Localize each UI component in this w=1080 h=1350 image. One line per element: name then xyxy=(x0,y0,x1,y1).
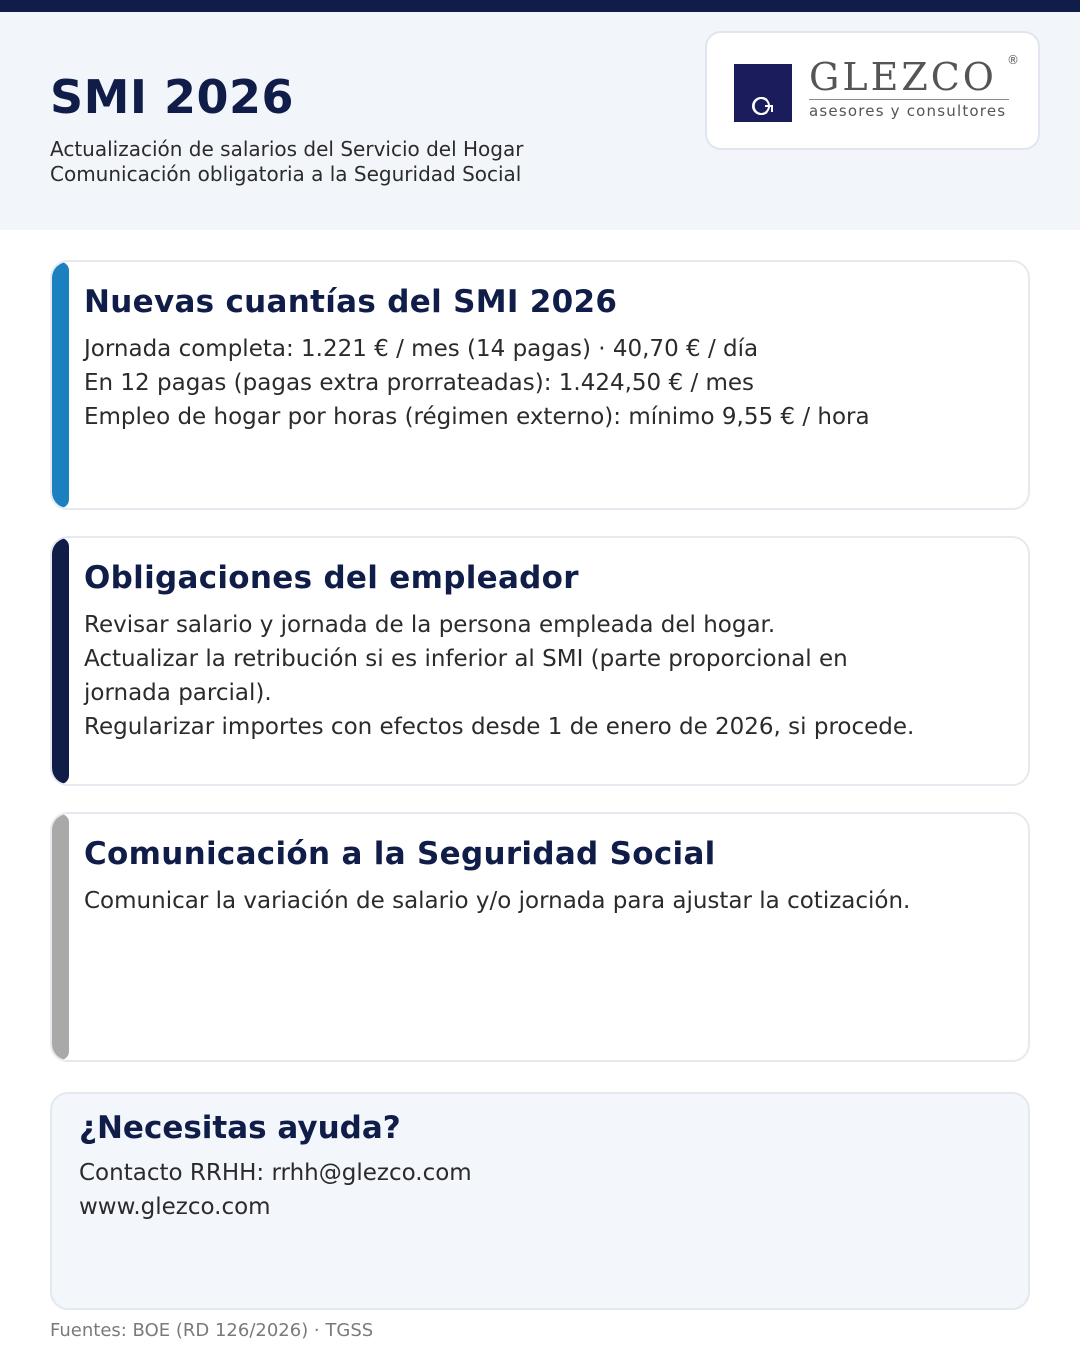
card-line: En 12 pagas (pagas extra prorrateadas): 1.424,50 € / mes xyxy=(84,370,755,396)
card-accent-bar xyxy=(52,538,69,784)
card-line: Empleo de hogar por horas (régimen externo): mínimo 9,55 € / hora xyxy=(84,404,870,430)
card-body xyxy=(84,608,1014,744)
card-body xyxy=(84,332,1014,434)
help-title: ¿Necesitas ayuda? xyxy=(79,1110,401,1146)
logo-brand-text: GLEZCO xyxy=(809,55,997,99)
glezco-monogram-icon xyxy=(734,64,792,122)
card-accent-bar xyxy=(52,262,69,508)
card-line: Comunicar la variación de salario y/o jornada para ajustar la cotización. xyxy=(84,888,911,914)
sources-footer: Fuentes: BOE (RD 126/2026) · TGSS xyxy=(50,1320,374,1341)
registered-mark: ® xyxy=(1007,53,1019,67)
logo-divider xyxy=(809,99,1009,100)
logo-tagline: asesores y consultores xyxy=(809,102,1007,120)
card-accent-bar xyxy=(52,814,69,1060)
top-accent-bar xyxy=(0,0,1080,12)
card-title: Obligaciones del empleador xyxy=(84,560,579,596)
card-body xyxy=(84,884,1014,918)
company-logo xyxy=(705,31,1040,150)
page-title: SMI 2026 xyxy=(50,70,295,124)
card-line: jornada parcial). xyxy=(84,680,272,706)
card-line: Jornada completa: 1.221 € / mes (14 pagas) · 40,70 € / día xyxy=(84,336,759,362)
card-smi-amounts xyxy=(50,260,1030,510)
card-line: Regularizar importes con efectos desde 1 de enero de 2026, si procede. xyxy=(84,714,915,740)
card-title: Nuevas cuantías del SMI 2026 xyxy=(84,284,618,320)
contact-email-link[interactable]: Contacto RRHH: rrhh@glezco.com xyxy=(79,1160,472,1186)
card-line: Actualizar la retribución si es inferior al SMI (parte proporcional en xyxy=(84,646,848,672)
page-subtitle-line1: Actualización de salarios del Servicio del Hogar xyxy=(50,137,524,161)
website-link[interactable]: www.glezco.com xyxy=(79,1194,271,1220)
card-employer-obligations xyxy=(50,536,1030,786)
card-title: Comunicación a la Seguridad Social xyxy=(84,836,716,872)
page-subtitle-line2: Comunicación obligatoria a la Seguridad Social xyxy=(50,162,522,186)
card-line: Revisar salario y jornada de la persona empleada del hogar. xyxy=(84,612,776,638)
help-box xyxy=(50,1092,1030,1310)
card-social-security xyxy=(50,812,1030,1062)
